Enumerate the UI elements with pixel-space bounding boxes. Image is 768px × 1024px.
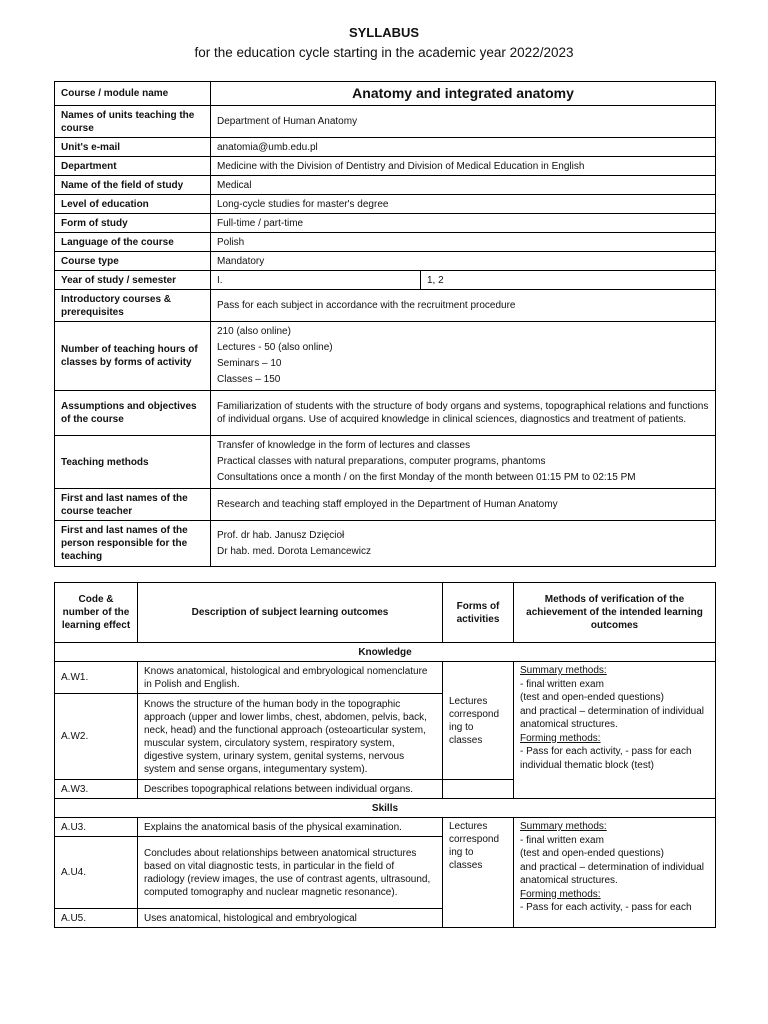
outcome-code: A.W1. xyxy=(55,662,138,694)
course-info-table xyxy=(54,81,716,567)
language-label: Language of the course xyxy=(55,233,211,252)
code-column-header: Code & number of the learning effect xyxy=(55,583,138,643)
methods-line: Practical classes with natural preparations, computer programs, phantoms xyxy=(217,456,546,467)
field-value: Medical xyxy=(211,176,716,195)
outcome-code: A.U3. xyxy=(55,818,138,837)
outcome-description: Explains the anatomical basis of the physical examination. xyxy=(138,818,443,837)
methods-value xyxy=(211,436,716,489)
assumptions-value: Familiarization of students with the structure of body organs and systems, topographical relations and functions of individual organs. Use of acquired knowledge in clinical sciences, diagnostics and treatment of patients. xyxy=(211,391,716,436)
form-label: Form of study xyxy=(55,214,211,233)
units-label: Names of units teaching the course xyxy=(55,106,211,138)
responsible-label: First and last names of the person responsible for the teaching xyxy=(55,521,211,567)
year-value: I. xyxy=(211,271,421,290)
outcome-description: Knows anatomical, histological and embryological nomenclature in Polish and English. xyxy=(138,662,443,694)
methods-column-header: Methods of verification of the achievement of the intended learning outcomes xyxy=(514,583,716,643)
document-subtitle: for the education cycle starting in the academic year 2022/2023 xyxy=(194,45,574,60)
year-label: Year of study / semester xyxy=(55,271,211,290)
outcome-description: Concludes about relationships between anatomical structures based on vital diagnostic tests, in particular in the field of radiology (review images, the use of contrast agents, ultrasound, computed tomography and nuclear magnetic resonance). xyxy=(138,837,443,909)
hours-line: 210 (also online) xyxy=(217,326,291,337)
intro-label: Introductory courses & prerequisites xyxy=(55,290,211,322)
hours-label: Number of teaching hours of classes by forms of activity xyxy=(55,322,211,391)
summary-methods-heading: Summary methods: xyxy=(520,821,607,832)
summary-line: (test and open-ended questions) xyxy=(520,848,664,859)
outcome-description: Describes topographical relations between individual organs. xyxy=(138,780,443,799)
department-value: Medicine with the Division of Dentistry and Division of Medical Education in English xyxy=(211,157,716,176)
hours-line: Seminars – 10 xyxy=(217,358,282,369)
assumptions-label: Assumptions and objectives of the course xyxy=(55,391,211,436)
learning-outcomes-table xyxy=(54,582,716,928)
document-title: SYLLABUS xyxy=(348,25,420,40)
summary-line: - final written exam xyxy=(520,678,604,690)
methods-label: Teaching methods xyxy=(55,436,211,489)
summary-line: and practical – determination of individual anatomical structures. xyxy=(520,861,704,886)
verification-methods xyxy=(514,662,716,799)
level-value: Long-cycle studies for master's degree xyxy=(211,195,716,214)
forms-column-header: Forms of activities xyxy=(443,583,514,643)
outcome-code: A.U4. xyxy=(55,837,138,909)
forming-methods-text: - Pass for each activity, - pass for each xyxy=(520,902,692,913)
forming-methods-heading: Forming methods: xyxy=(520,888,601,900)
department-label: Department xyxy=(55,157,211,176)
forms-of-activities: Lectures correspond ing to classes xyxy=(443,662,514,780)
email-label: Unit's e-mail xyxy=(55,138,211,157)
verification-methods xyxy=(514,818,716,928)
type-value: Mandatory xyxy=(211,252,716,271)
intro-value: Pass for each subject in accordance with the recruitment procedure xyxy=(211,290,716,322)
form-value: Full-time / part-time xyxy=(211,214,716,233)
responsible-line: Prof. dr hab. Janusz Dzięcioł xyxy=(217,529,345,541)
summary-line: - final written exam xyxy=(520,834,604,846)
summary-line: and practical – determination of individual anatomical structures. xyxy=(520,705,704,730)
teacher-label: First and last names of the course teacher xyxy=(55,489,211,521)
outcome-code: A.U5. xyxy=(55,909,138,928)
outcome-description: Knows the structure of the human body in the topographic approach (upper and lower limbs, chest, abdomen, pelvis, back, neck, head) and the functional approach (osteoarticular system, muscular system, circulatory system, respiratory system, digestive system, urinary system, genital systems, nervous system and sense organs, integumentary system). xyxy=(138,694,443,780)
semester-value: 1, 2 xyxy=(421,271,716,290)
outcome-description: Uses anatomical, histological and embryological xyxy=(138,909,443,928)
level-label: Level of education xyxy=(55,195,211,214)
outcome-code: A.W3. xyxy=(55,780,138,799)
summary-line: (test and open-ended questions) xyxy=(520,692,664,703)
hours-line: Classes – 150 xyxy=(217,374,281,385)
description-column-header: Description of subject learning outcomes xyxy=(138,583,443,643)
forms-empty-cell xyxy=(443,780,514,799)
type-label: Course type xyxy=(55,252,211,271)
knowledge-section-header: Knowledge xyxy=(55,643,716,662)
forms-of-activities: Lectures correspond ing to classes xyxy=(443,818,514,928)
hours-line: Lectures - 50 (also online) xyxy=(217,342,333,353)
email-value: anatomia@umb.edu.pl xyxy=(211,138,716,157)
hours-value xyxy=(211,322,716,391)
summary-methods-heading: Summary methods: xyxy=(520,665,607,676)
course-label: Course / module name xyxy=(55,82,211,106)
methods-line: Consultations once a month / on the first Monday of the month between 01:15 PM to 02:15 PM xyxy=(217,472,636,483)
forming-methods-heading: Forming methods: xyxy=(520,732,601,744)
teacher-value: Research and teaching staff employed in the Department of Human Anatomy xyxy=(211,489,716,521)
responsible-line: Dr hab. med. Dorota Lemancewicz xyxy=(217,545,371,557)
course-value: Anatomy and integrated anatomy xyxy=(211,82,716,106)
skills-section-header: Skills xyxy=(55,799,716,818)
forming-methods-text: - Pass for each activity, - pass for each individual thematic block (test) xyxy=(520,746,692,771)
responsible-value xyxy=(211,521,716,567)
language-value: Polish xyxy=(211,233,716,252)
outcome-code: A.W2. xyxy=(55,694,138,780)
field-label: Name of the field of study xyxy=(55,176,211,195)
methods-line: Transfer of knowledge in the form of lectures and classes xyxy=(217,440,471,451)
units-value: Department of Human Anatomy xyxy=(211,106,716,138)
